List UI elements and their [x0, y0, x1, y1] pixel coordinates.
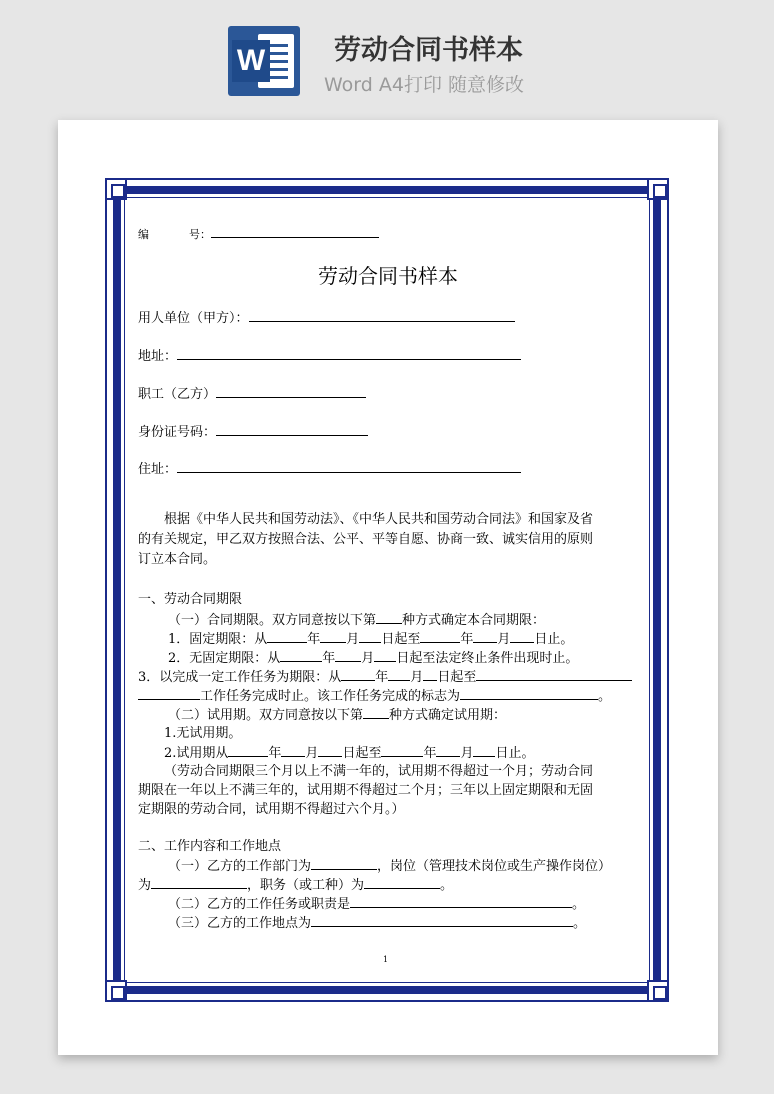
- word-logo-letter: W: [232, 40, 270, 82]
- word-icon: [228, 26, 300, 96]
- residence-field: 住址：: [138, 459, 521, 480]
- work-dept-clause-line2: 为 ，职务（或工种）为 。: [138, 875, 453, 896]
- document-sheet: [58, 120, 718, 1055]
- term-option-task: 3．以完成一定工作任务为期限：从 年 月 日起至: [138, 667, 632, 688]
- employer-field: 用人单位（甲方）：: [138, 308, 515, 329]
- section-heading: 一、劳动合同期限: [138, 592, 243, 607]
- section-heading: 二、工作内容和工作地点: [138, 839, 282, 854]
- work-location-clause: （三）乙方的工作地点为 。: [168, 913, 586, 934]
- work-duty-clause: （二）乙方的工作任务或职责是 。: [168, 894, 585, 915]
- id-number-field: 身份证号码：: [138, 422, 368, 443]
- header-title: 劳动合同书样本: [334, 35, 523, 66]
- trial-note-line: （劳动合同期限三个月以上不满一年的，试用期不得超过一个月；劳动合同: [164, 764, 594, 779]
- page-number: 1: [383, 955, 389, 964]
- number-field: 编 号：: [138, 224, 379, 245]
- employee-field: 职工（乙方）: [138, 384, 366, 405]
- work-dept-clause: （一）乙方的工作部门为 ，岗位（管理技术岗位或生产操作岗位）: [168, 856, 611, 877]
- header-subtitle: Word A4打印 随意修改: [324, 74, 525, 96]
- corner-ornament-icon: [105, 980, 127, 1002]
- page-header: [0, 0, 774, 110]
- trial-option-none: 1.无试用期。: [164, 726, 242, 741]
- term-option-open: 2．无固定期限：从 年 月 日起至法定终止条件出现时止。: [168, 648, 578, 669]
- trial-note-line: 期限在一年以上不满三年的，试用期不得超过二个月；三年以上固定期限和无固: [138, 783, 594, 798]
- document-title: 劳动合同书样本: [318, 264, 458, 288]
- trial-period-clause: （二）试用期。双方同意按以下第 种方式确定试用期：: [168, 705, 506, 726]
- trial-note-line: 定期限的劳动合同，试用期不得超过六个月。）: [138, 802, 405, 817]
- contract-term-clause: （一）合同期限。双方同意按以下第 种方式确定本合同期限：: [168, 610, 545, 631]
- address-field: 地址：: [138, 346, 521, 367]
- corner-ornament-icon: [647, 980, 669, 1002]
- preamble-line: 根据《中华人民共和国劳动法》、《中华人民共和国劳动合同法》和国家及省: [164, 512, 594, 527]
- term-option-fixed: 1．固定期限：从 年 月 日起至 年 月 日止。: [168, 629, 573, 650]
- term-option-task-line2: 工作任务完成时止。该工作任务完成的标志为 。: [138, 686, 611, 707]
- preamble-line: 的有关规定，甲乙双方按照合法、公平、平等自愿、协商一致、诚实信用的原则: [138, 532, 594, 547]
- preamble-line: 订立本合同。: [138, 552, 217, 567]
- corner-ornament-icon: [647, 178, 669, 200]
- trial-option-period: 2.试用期从 年 月 日起至 年 月 日止。: [164, 743, 535, 764]
- corner-ornament-icon: [105, 178, 127, 200]
